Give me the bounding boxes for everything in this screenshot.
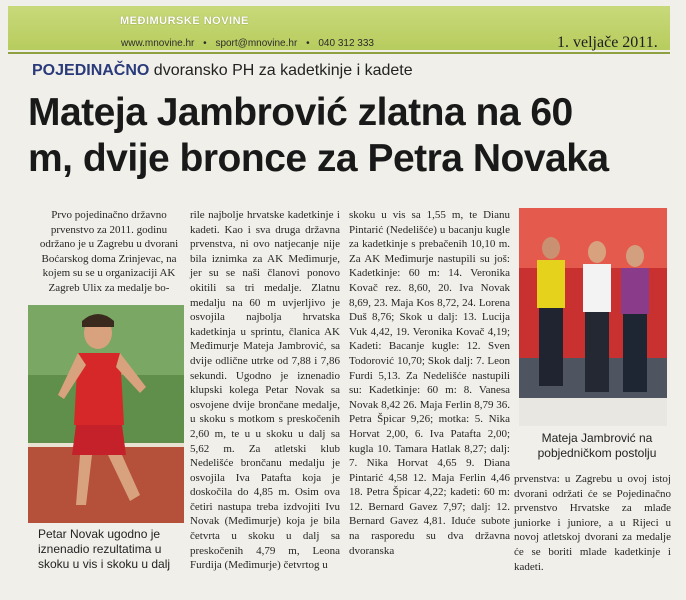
photo-podium	[519, 208, 667, 426]
phone-number: 040 312 333	[318, 38, 374, 49]
header-band	[8, 6, 670, 50]
issue-date: 1. veljače 2011.	[557, 34, 658, 51]
email-link[interactable]: sport@mnovine.hr	[215, 38, 298, 49]
article-column-1	[32, 208, 186, 296]
article-headline	[28, 90, 658, 182]
article-column-2	[190, 208, 340, 573]
article-column-3	[349, 208, 510, 558]
column-2-text: rile najbolje hrvatske kadetkinje i kadeti. Kao i sva druga državna prvenstva, ni ovo natjecanje nije bila iznimka za AK Međimurje, jer su se naši članovi ponovo okitili sa tri medalje. Zlatnu medalju na 60 m uvjerljivo je osvojila najbolja hrvatska kadetkinja u sprintu, članica AK Međimurje Mateja Jambrović, sa dvije odlične utrke od 7,88 i 7,86 sekundi. Ugodno je iznenadio klupski kolega Petar Novak sa osvojene dvije brončane medalje, u skoku s motkom s preskočenih 2,60 m, te u u skoku u dalj sa 5,62 m. Za atletski klub Nedelišće brončanu medalju je osvojila Iva Patafta koja je doskočila do 4,85 m. Osim ova četiri nastupa treba izdvojiti Ivu Novak (Međimurje) koja je bila četvrta u skoku u dalj sa preskočenih 4,79 m, Leona Furdija (Međimurje) četvrtog u	[190, 209, 340, 572]
photo-caption-right: Mateja Jambrović na pobjedničkom postolju	[537, 431, 657, 460]
contact-line	[121, 38, 380, 49]
article-column-4	[514, 472, 671, 574]
separator-dot: •	[203, 38, 207, 49]
headline-line-1: Mateja Jambrović zlatna na 60	[28, 91, 573, 134]
masthead: MEĐIMURSKE NOVINE	[120, 15, 249, 27]
headline-line-2: m, dvije bronce za Petra Novaka	[28, 137, 609, 180]
podium-photo-illustration	[519, 208, 667, 426]
photo-caption-left: Petar Novak ugodno je iznenadio rezultatima u skoku u vis i skoku u dalj	[38, 527, 171, 571]
article-kicker	[32, 62, 413, 80]
photo-petar-novak	[28, 305, 184, 523]
kicker-rest: dvoransko PH za kadetkinje i kadete	[149, 62, 413, 79]
runner-photo-illustration	[28, 305, 184, 523]
separator-dot: •	[306, 38, 310, 49]
column-3-text: skoku u vis sa 1,55 m, te Dianu Pintarić (Nedelišće) u bacanju kugle za kadetkinje s prebačenih 10,10 m. Za AK Međimurje nastupili su još: Kadetkinje: 60 m: 14. Veronika Kovač rez. 8,60, 20. Iva Novak 8,69, 23. Maja Kos 8,72, 24. Lorena Duš 8,76; Skok u dalj: 13. Lucija Vuk 4,42, 19. Veronika Kovač 4,19; Kadeti: Bacanje kugle: 12. Sven Todorović 10,70; Skok dalj: 7. Leon Furdi 5,13. Za Nedelišće nastupili su: Kadetkinje: 60 m: 8. Vanesa Novak 8,42 26. Maja Ferlin 8,79 36. Petra Špicar 9,26; motka: 5. Nika Horvat 2,00, 6. Iva Patafta 2,00; kugla 10. Tamara Hatlak 8,27; dalj: 7. Nika Horvat 4,65 9. Diana Pintarić 4,58 12. Maja Ferlin 4,46 18. Petra Špicar 4,22; kadeti: 60 m: 12. Bernard Gavez 7,97; dalj: 12. Bernard Gavez 4,81. Iduće subote na rasporedu su dva državna dvoranska	[349, 209, 510, 557]
kicker-strong: POJEDINAČNO	[32, 62, 150, 79]
column-1-text: Prvo pojedinačno državno prvenstvo za 2011. godinu održano je u Zagrebu u dvorani Boćarskog doma Zrinjevac, na kojem su se u organizaciji AK Zagreb Ulix za medalje bo-	[39, 209, 179, 294]
website-link[interactable]: www.mnovine.hr	[121, 38, 195, 49]
column-4-text: prvenstva: u Zagrebu u ovoj istoj dvorani održati će se Pojedinačno prvenstvo Hrvatske za mlađe juniorke i juniore, a u Rijeci u novoj atletskoj dvorani za medalje će se boriti mlade kadetkinje i kadeti.	[514, 473, 671, 573]
header-rule	[8, 52, 670, 54]
